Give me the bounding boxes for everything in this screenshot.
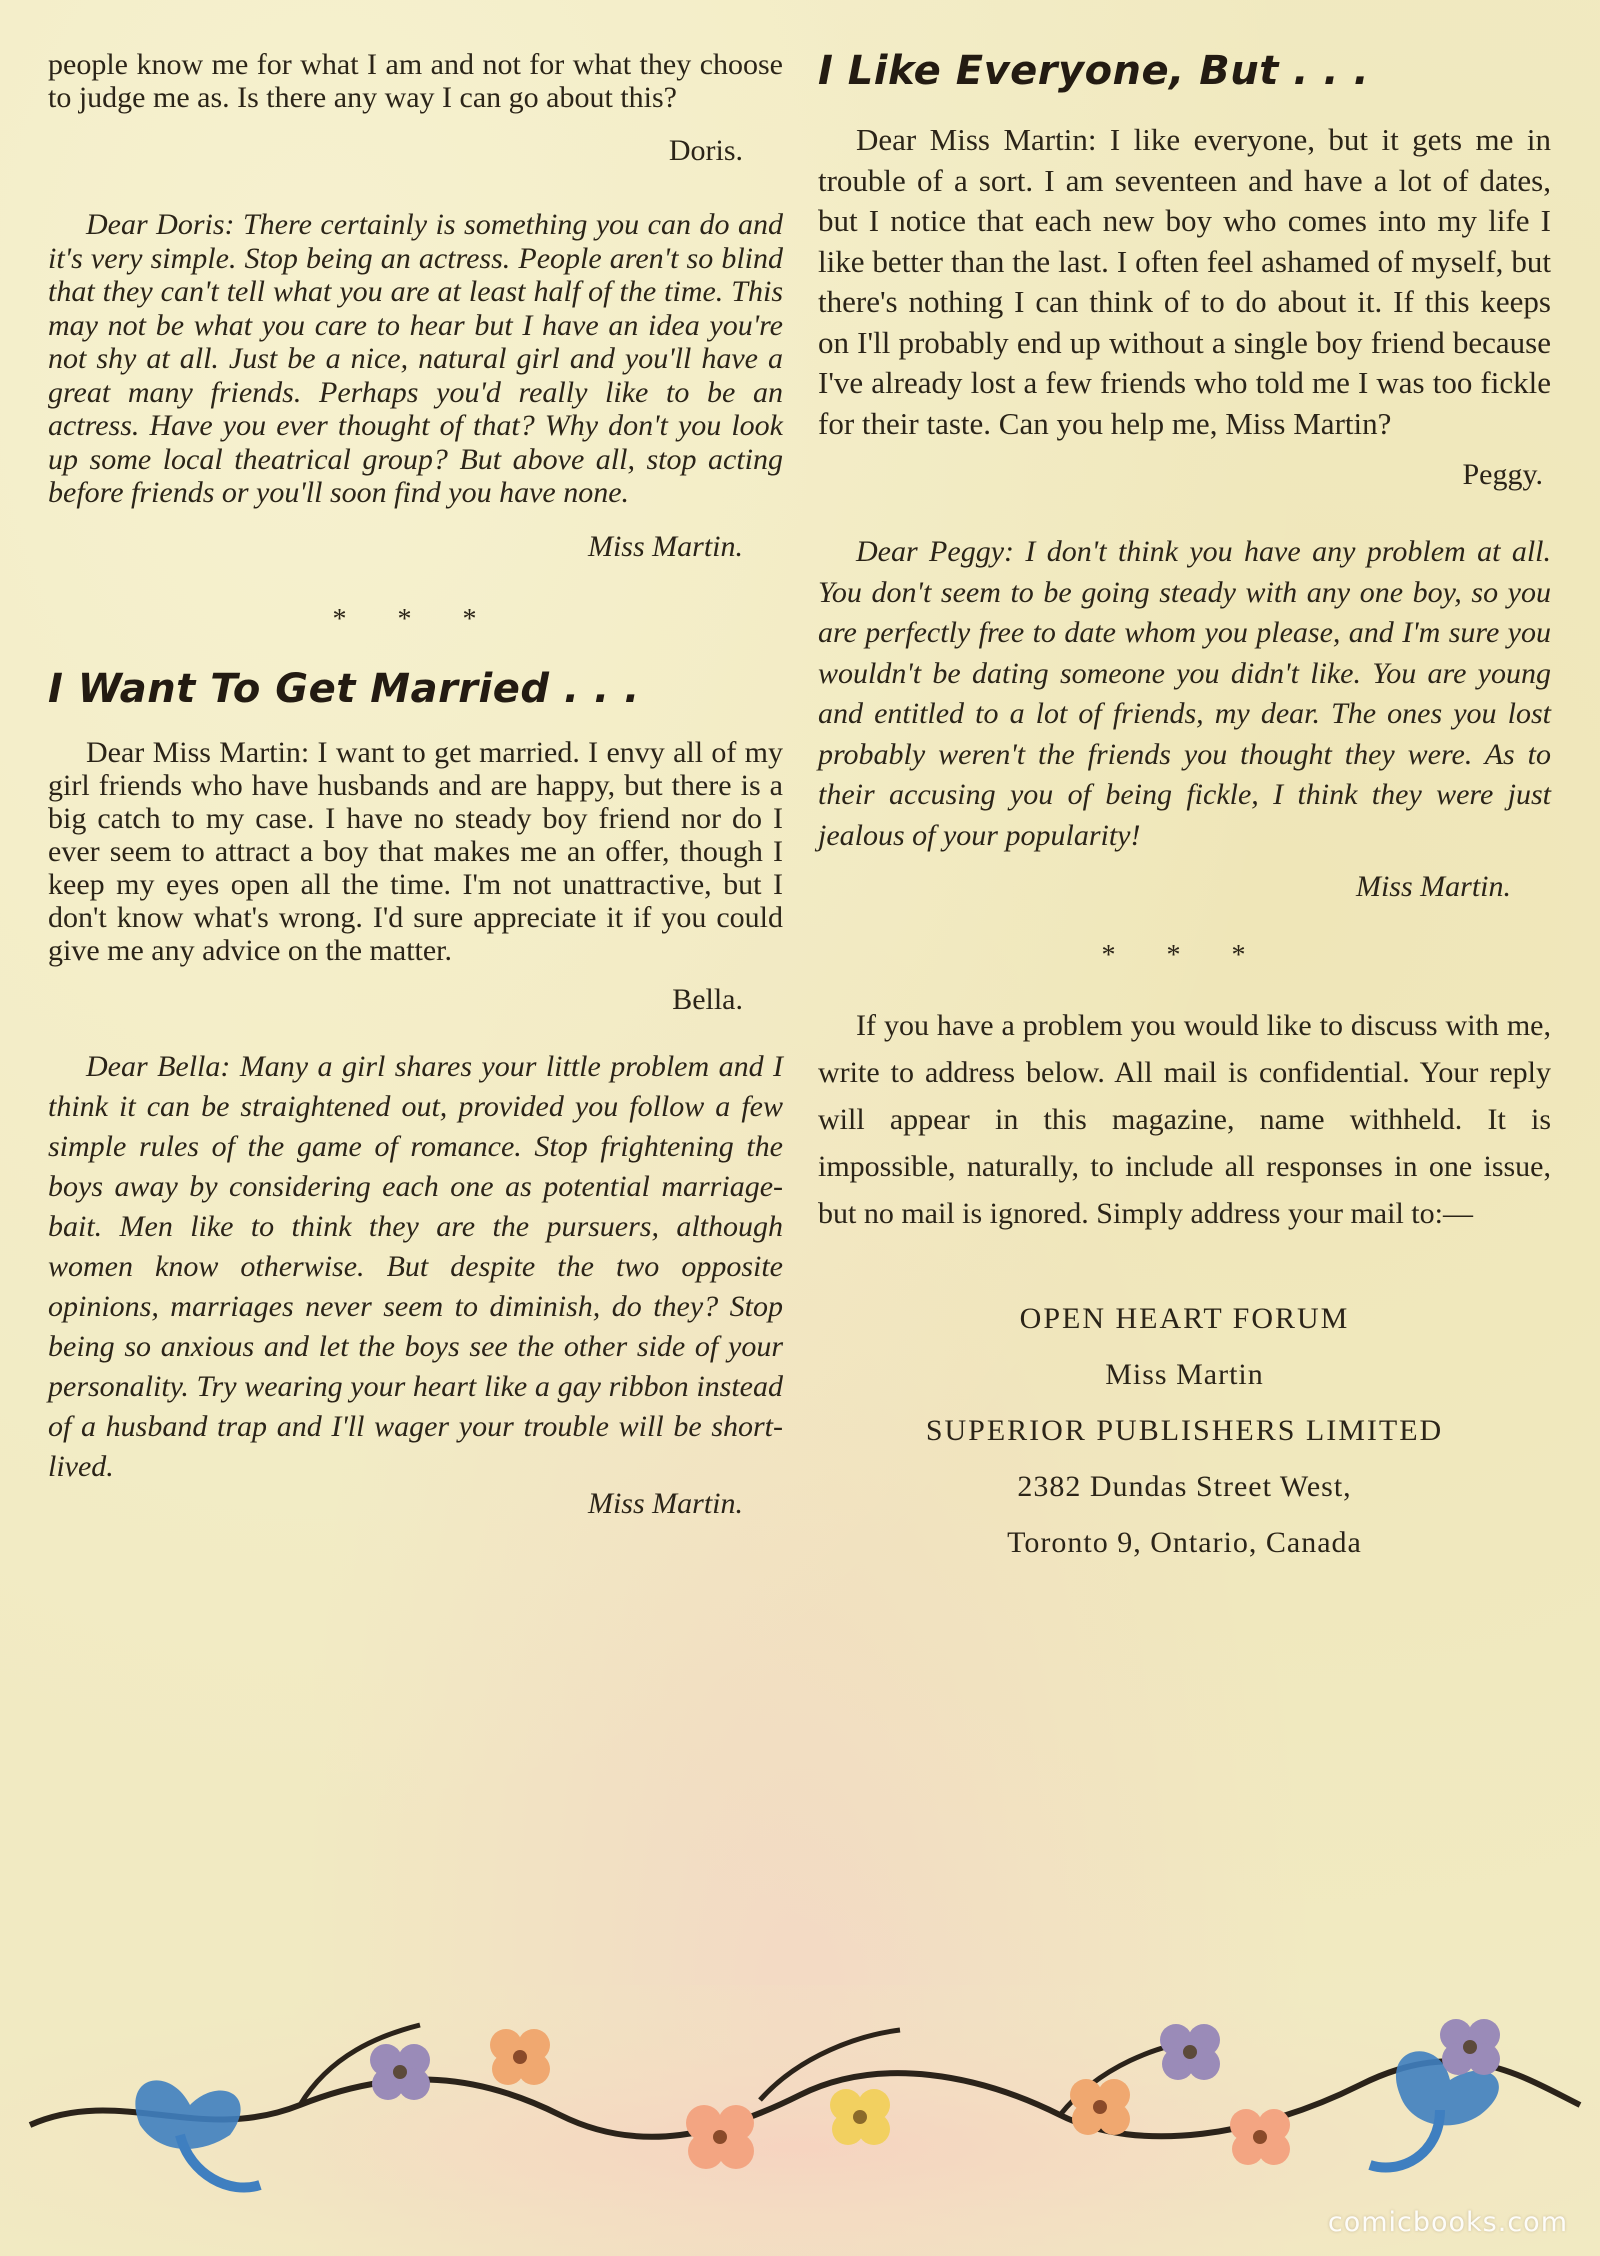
heading-everyone: I Like Everyone, But . . . [818, 48, 1370, 94]
heading-married: I Want To Get Married . . . [48, 665, 640, 712]
doris-letter-ending: people know me for what I am and not for what they choose to judge me as. Is there any way I can go about this? [48, 48, 783, 114]
mailing-address [818, 1291, 1551, 1571]
mail-notice: If you have a problem you would like to discuss with me, write to address below. All mail is confidential. Your reply will appear in this magazine, name withheld. It is impossible, naturally, to include all responses in one issue, but no mail is ignored. Simply address your mail to:— [818, 1009, 1551, 1230]
section-separator: * * * [1101, 940, 1268, 971]
reply-to-peggy: Dear Peggy: I don't think you have any problem at all. You don't seem to be going steady with any one boy, so you are perfectly free to date whom you please, and I'm sure you wouldn't be dating someone you didn't like. You are young and entitled to a lot of friends, my dear. The ones you lost probably weren't the friends you thought they were. As to their accusing you of being fickle, I think they were just jealous of your popularity! [818, 535, 1551, 852]
address-forum: OPEN HEART FORUM [1019, 1302, 1350, 1335]
flower-orange [1070, 2079, 1130, 2135]
reply-peggy-signature: Miss Martin. [1355, 870, 1511, 903]
address-publisher: SUPERIOR PUBLISHERS LIMITED [925, 1414, 1444, 1447]
flower-orange [1230, 2109, 1290, 2165]
bella-signature: Bella. [672, 982, 743, 1016]
address-city: Toronto 9, Ontario, Canada [1007, 1526, 1362, 1559]
letter-bella: Dear Miss Martin: I want to get married. I envy all of my girl friends who have husbands and are happy, but there is a big catch to my case. I have no steady boy friend nor do I ever seem to attract a boy that makes me an offer, though I keep my eyes open all the time. I'm not unattractive, but I don't know what's wrong. I'd sure appreciate it if you could give me any advice on the matter. [48, 735, 783, 967]
left-column [48, 48, 783, 1521]
flower-purple [370, 2044, 430, 2100]
flower-yellow [830, 2089, 890, 2145]
letter-peggy: Dear Miss Martin: I like everyone, but it gets me in trouble of a sort. I am seventeen and have a lot of dates, but I notice that each new boy who comes into my life I like better than the last. I often feel ashamed of myself, but there's nothing I can think of to do about it. If this keeps on I'll probably end up without a single boy friend because I've already lost a few friends who told me I was too fickle for their taste. Can you help me, Miss Martin? [818, 122, 1551, 441]
flower-orange [490, 2029, 550, 2085]
right-column [818, 48, 1551, 1571]
reply-to-doris: Dear Doris: There certainly is something you can do and it's very simple. Stop being an actress. People aren't so blind that they can't tell what you are at least half of the time. This may not be what you care to hear but I have an idea you're not shy at all. Just be a nice, natural girl and you'll have a great many friends. Perhaps you'd really like to be an actress. Have you ever thought of that? Why don't you look up some local theatrical group? But above all, stop acting before friends or you'll soon find you have none. [48, 208, 783, 509]
reply-bella-signature: Miss Martin. [587, 1486, 743, 1520]
doris-signature: Doris. [668, 134, 743, 167]
peggy-signature: Peggy. [1462, 458, 1543, 491]
address-name: Miss Martin [1105, 1358, 1264, 1391]
watermark: comicbooks.com [1327, 2207, 1568, 2238]
flower-purple [1160, 2024, 1220, 2080]
reply-to-bella: Dear Bella: Many a girl shares your little problem and I think it can be straightened out, provided you follow a few simple rules of the game of romance. Stop frightening the boys away by considering each one as potential marriage-bait. Men like to think they are the pursuers, although women know otherwise. But despite the two opposite opinions, marriages never seem to diminish, do they? Stop being so anxious and let the boys see the other side of your personality. Try wearing your heart like a gay ribbon instead of a husband trap and I'll wager your trouble will be short-lived. [48, 1049, 783, 1483]
flower-purple [1440, 2019, 1500, 2075]
reply-doris-signature: Miss Martin. [587, 529, 743, 563]
section-separator: * * * [332, 603, 499, 635]
address-street: 2382 Dundas Street West, [1017, 1470, 1352, 1503]
